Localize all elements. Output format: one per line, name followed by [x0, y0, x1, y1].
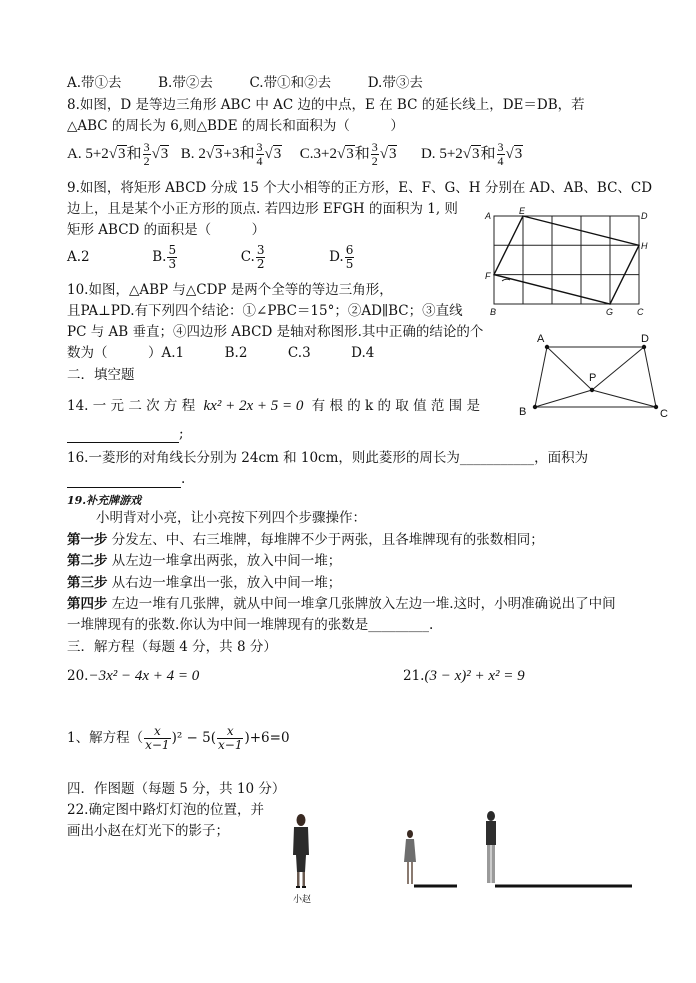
- q8-line2: △ABC 的周长为 6,则△BDE 的周长和面积为（ ）: [67, 118, 404, 134]
- q10-figure: [510, 328, 680, 422]
- q9-option-b: B. $\frac{5}{3}$: [152, 243, 177, 271]
- person-xiaozhao: [293, 814, 309, 888]
- q19-title: 19.补充牌游戏: [67, 494, 142, 507]
- section-2-heading: 二．填空题: [67, 367, 135, 383]
- q19-step3: 第三步 从右边一堆拿出一张，放入中间一堆；: [67, 575, 342, 591]
- q8-option-b: B. 2√3+3和 $\frac{3}{4}$ √3: [180, 140, 282, 169]
- section-3-heading: 三．解方程（每题 4 分，共 8 分）: [67, 639, 277, 655]
- q21: 21.(3 − x)² + x² = 9: [403, 668, 525, 684]
- label-d: D: [641, 333, 649, 345]
- q10-line4: 数为（ ）A.1 B.2 C.3 D.4: [67, 345, 375, 361]
- label-d: D: [641, 211, 648, 221]
- q9-line2: 边上，且是某个小正方形的顶点. 若四边形 EFGH 的面积为 1, 则: [67, 201, 458, 217]
- q22-figure: [282, 800, 642, 910]
- q7-options: [67, 74, 423, 92]
- label-a: A: [485, 211, 492, 221]
- q7-option-b: B.带②去: [158, 75, 213, 91]
- q20-equation: −3x² − 4x + 4 = 0: [88, 668, 200, 684]
- q9-line3: 矩形 ABCD 的面积是（ ）: [67, 222, 266, 238]
- q14-equation: kx² + 2x + 5 = 0: [203, 398, 304, 414]
- q7-option-a: A.带①去: [67, 75, 122, 91]
- q10-line1: 10.如图，△ABP 与△CDP 是两个全等的等边三角形，: [67, 282, 393, 298]
- q19-step4: 第四步 左边一堆有几张牌，就从中间一堆拿几张牌放入左边一堆.这时，小明准确说出了中间: [67, 596, 616, 612]
- q8-line1: 8.如图，D 是等边三角形 ABC 中 AC 边的中点，E 在 BC 的延长线上，DE＝DB，若: [67, 97, 585, 113]
- q19-step2: 第二步 从左边一堆拿出两张，放入中间一堆；: [67, 553, 342, 569]
- label-b: B: [519, 406, 527, 418]
- q14-answer-blank[interactable]: ;: [67, 425, 184, 443]
- q10-line2: 且PA⊥PD.有下列四个结论：①∠PBC＝15°；②AD∥BC；③直线: [67, 303, 463, 319]
- q8-option-c: C.3+2√3和 $\frac{3}{2}$ √3: [299, 140, 397, 169]
- q16-answer-blank[interactable]: .: [67, 470, 185, 488]
- q1-equation: 1、解方程（ $\frac{x}{x-1}$ )² − 5( $\frac{x}{x-1}$ )+6=0: [67, 724, 290, 752]
- q8-option-a: A. 5+2√3和 $\frac{3}{2}$ √3: [67, 140, 169, 169]
- label-g: G: [606, 307, 614, 317]
- label-p: P: [589, 372, 597, 384]
- person-label: 小赵: [293, 894, 312, 904]
- q9-option-c: C. $\frac{3}{2}$: [240, 243, 265, 271]
- person-middle: [404, 830, 416, 884]
- q8-option-d: D. 5+2√3和 $\frac{3}{4}$ √3: [420, 140, 523, 169]
- q8-options: [67, 139, 523, 169]
- q9-option-d: D. $\frac{6}{5}$: [329, 243, 354, 271]
- label-a: A: [537, 333, 545, 345]
- q9-grid-figure: [482, 206, 652, 318]
- section-4-heading: 四．作图题（每题 5 分，共 10 分）: [67, 781, 286, 797]
- label-h: H: [641, 241, 648, 251]
- q9-option-a: A.2: [67, 249, 90, 265]
- q16-line: 16.一菱形的对角线长分别为 24cm 和 10cm，则此菱形的周长为___________，面积为: [67, 450, 589, 466]
- q7-option-d: D.带③去: [367, 75, 423, 91]
- quadrilateral-efgh: [494, 216, 639, 304]
- q19-step1: 第一步 分发左、中、右三堆牌，每堆牌不少于两张，且各堆牌现有的张数相同；: [67, 532, 544, 548]
- q14-line: 14. 一 元 二 次 方 程 kx² + 2x + 5 = 0 有 根 的 k 的 取 值 范 围 是: [67, 398, 480, 414]
- q9-line1: 9.如图，将矩形 ABCD 分成 15 个大小相等的正方形，E、F、G、H 分别在 AD、AB、BC、CD: [67, 180, 653, 196]
- q20: 20.−3x² − 4x + 4 = 0: [67, 668, 200, 684]
- label-b: B: [490, 307, 497, 317]
- q22-line1: 22.确定图中路灯灯泡的位置，并: [67, 802, 264, 818]
- person-right: [486, 811, 496, 883]
- label-c: C: [660, 408, 668, 420]
- label-f: F: [485, 271, 491, 281]
- q21-equation: (3 − x)² + x² = 9: [424, 668, 525, 684]
- q10-line3: PC 与 AB 垂直；④四边形 ABCD 是轴对称图形.其中正确的结论的个: [67, 324, 484, 340]
- q9-options: [67, 240, 355, 274]
- label-e: E: [519, 206, 526, 216]
- label-c: C: [637, 307, 644, 317]
- q19-intro: 小明背对小亮，让小亮按下列四个步骤操作：: [96, 510, 366, 526]
- q22-line2: 画出小赵在灯光下的影子；: [67, 823, 229, 839]
- q19-step5: 一堆牌现有的张数.你认为中间一堆牌现有的张数是_________.: [67, 617, 434, 633]
- q7-option-c: C.带①和②去: [249, 75, 332, 91]
